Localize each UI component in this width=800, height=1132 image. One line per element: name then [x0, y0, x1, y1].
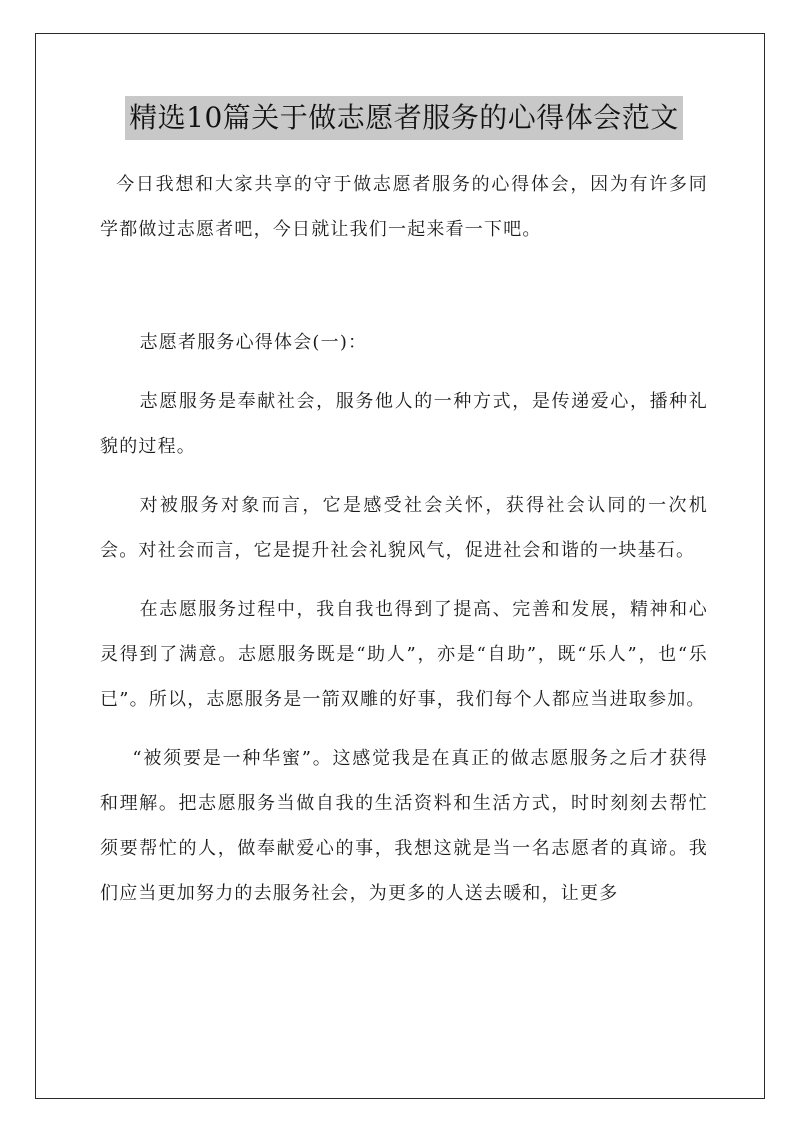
spacer	[100, 252, 708, 320]
gap	[100, 573, 708, 587]
document-body	[100, 96, 708, 916]
document-title: 精选10篇关于做志愿者服务的心得体会范文	[125, 96, 683, 140]
gap	[100, 469, 708, 483]
body-paragraph-4: “被须要是一种华蜜”。这感觉我是在真正的做志愿服务之后才获得和理解。把志愿服务当做自我的生活资料和生活方式，时时刻刻去帮忙须要帮忙的人，做奉献爱心的事，我想这就是当一名志愿者的真谛。我们应当更加努力的去服务社会，为更多的人送去暖和，让更多	[100, 748, 708, 904]
body-paragraph-1: 志愿服务是奉献社会，服务他人的一种方式，是传递爱心，播种礼貌的过程。	[100, 391, 708, 457]
body-paragraph-2: 对被服务对象而言，它是感受社会关怀，获得社会认同的一次机会。对社会而言，它是提升社会礼貌风气，促进社会和谐的一块基石。	[100, 495, 708, 561]
body-paragraph-3: 在志愿服务过程中，我自我也得到了提高、完善和发展，精神和心灵得到了满意。志愿服务既是“助人”，亦是“自助”，既“乐人”，也“乐已”。所以，志愿服务是一箭双雕的好事，我们每个人都应当进取参加。	[100, 599, 708, 710]
gap	[100, 365, 708, 379]
gap	[100, 722, 708, 736]
section-heading: 志愿者服务心得体会(一)：	[139, 332, 368, 353]
title-wrap	[100, 96, 708, 140]
intro-paragraph: 今日我想和大家共享的守于做志愿者服务的心得体会，因为有许多同学都做过志愿者吧，今日就让我们一起来看一下吧。	[100, 174, 708, 240]
